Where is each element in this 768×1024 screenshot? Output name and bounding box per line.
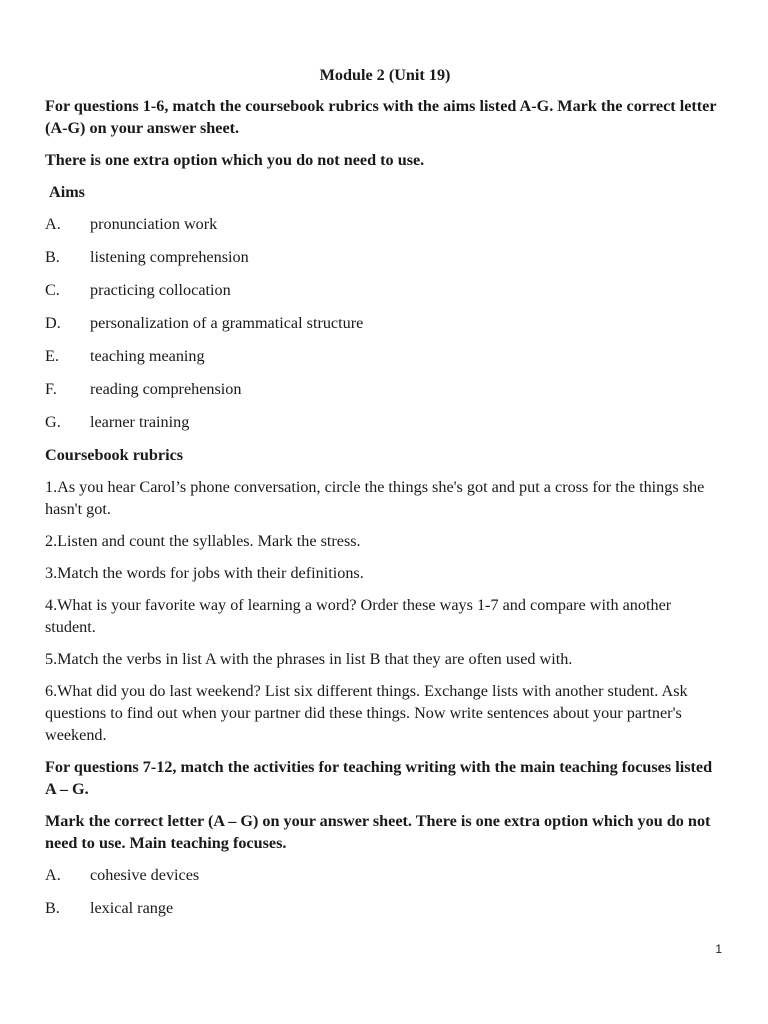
section2-note: Mark the correct letter (A – G) on your answer sheet. There is one extra option which you do not need to use. Main teaching focuses. — [45, 812, 711, 852]
section2-instruction: For questions 7-12, match the activities for teaching writing with the main teaching focuses listed A – G. — [45, 758, 713, 798]
rubrics-heading: Coursebook rubrics — [45, 446, 184, 464]
option-text: listening comprehension — [90, 248, 249, 266]
option-letter: E. — [45, 347, 59, 365]
rubric-item: 1.As you hear Carol’s phone conversation, circle the things she's got and put a cross for the things she hasn't got. — [45, 478, 705, 518]
section1-instruction: For questions 1-6, match the coursebook rubrics with the aims listed A-G. Mark the correct letter (A-G) on your answer sheet. — [45, 97, 717, 137]
option-text: cohesive devices — [90, 866, 200, 884]
rubric-item: 3.Match the words for jobs with their definitions. — [45, 564, 364, 582]
aims-list — [45, 213, 725, 433]
option-letter: B. — [45, 248, 60, 266]
document-page — [45, 64, 725, 930]
option-text: reading comprehension — [90, 380, 242, 398]
list-item — [45, 246, 725, 268]
option-letter: C. — [45, 281, 60, 299]
option-letter: D. — [45, 314, 61, 332]
list-item — [45, 213, 725, 235]
list-item — [45, 411, 725, 433]
option-text: personalization of a grammatical structure — [90, 314, 364, 332]
rubric-item: 2.Listen and count the syllables. Mark the stress. — [45, 532, 361, 550]
list-item — [45, 345, 725, 367]
option-letter: A. — [45, 215, 61, 233]
option-text: practicing collocation — [90, 281, 231, 299]
focuses-list — [45, 864, 725, 919]
rubric-item: 4.What is your favorite way of learning a word? Order these ways 1-7 and compare with another student. — [45, 596, 672, 636]
rubric-item: 6.What did you do last weekend? List six different things. Exchange lists with another student. Ask questions to find out when your partner did these things. Now write sentences about your partner's weekend. — [45, 682, 688, 744]
section1-note: There is one extra option which you do not need to use. — [45, 151, 425, 169]
option-letter: B. — [45, 899, 60, 917]
option-letter: A. — [45, 866, 61, 884]
option-text: teaching meaning — [90, 347, 205, 365]
list-item — [45, 312, 725, 334]
option-text: pronunciation work — [90, 215, 218, 233]
list-item — [45, 279, 725, 301]
aims-heading: Aims — [49, 183, 85, 201]
rubric-item: 5.Match the verbs in list A with the phrases in list B that they are often used with. — [45, 650, 573, 668]
page-title: Module 2 (Unit 19) — [319, 66, 451, 84]
page-number: 1 — [715, 942, 722, 956]
option-letter: F. — [45, 380, 57, 398]
option-letter: G. — [45, 413, 61, 431]
option-text: lexical range — [90, 899, 174, 917]
list-item — [45, 864, 725, 886]
option-text: learner training — [90, 413, 190, 431]
list-item — [45, 378, 725, 400]
list-item — [45, 897, 725, 919]
